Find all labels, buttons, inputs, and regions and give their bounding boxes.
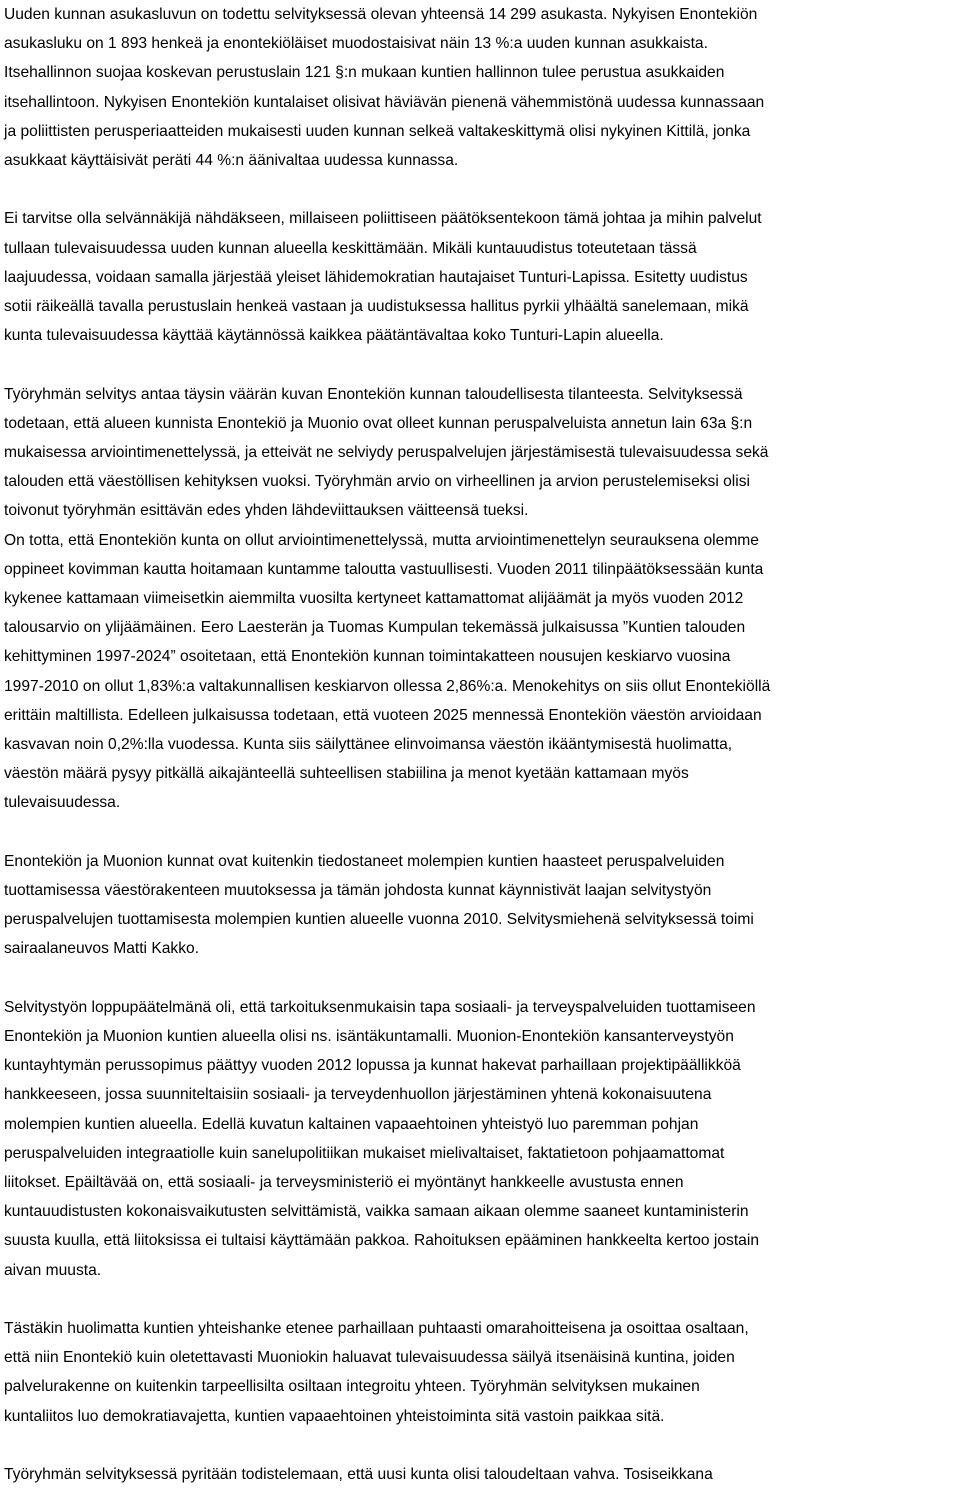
text-line: tulevaisuudessa. (4, 794, 121, 812)
text-line: oppineet kovimman kautta hoitamaan kuntamme taloutta vastuullisesti. Vuoden 2011 tilinpäätöksessään kunta (4, 560, 764, 578)
text-line: toivonut työryhmän esittävän edes yhden lähdeviittauksen väitteensä tueksi. (4, 502, 529, 520)
text-line: talousarvio on ylijäämäinen. Eero Laesterän ja Tuomas Kumpulan tekemässä julkaisussa ”Kuntien talouden (4, 619, 746, 637)
text-line: kasvavan noin 0,2%:lla vuodessa. Kunta siis säilyttänee elinvoimansa väestön ikääntymisestä huolimatta, (4, 736, 733, 754)
text-line: molempien kuntien alueella. Edellä kuvatun kaltainen vapaaehtoinen yhteistyö luo paremman pohjan (4, 1115, 699, 1133)
text-line: sairaalaneuvos Matti Kakko. (4, 940, 200, 958)
text-line: tuottamisessa väestörakenteen muutoksessa ja tämän johdosta kunnat käynnistivät laajan selvitystyön (4, 882, 712, 900)
text-line: Uuden kunnan asukasluvun on todettu selvityksessä olevan yhteensä 14 299 asukasta. Nykyisen Enontekiön (4, 6, 758, 23)
text-line: 1997-2010 on ollut 1,83%:a valtakunnallisen keskiarvon ollessa 2,86%:a. Menokehitys on siis ollut Enontekiöllä (4, 677, 771, 695)
text-line: itsehallintoon. Nykyisen Enontekiön kuntalaiset olisivat häviävän pienenä vähemmistönä uudessa kunnassaan (4, 93, 765, 111)
text-line: että niin Enontekiö kuin oletettavasti Muoniokin haluavat tulevaisuudessa säilyä itsenäisinä kuntina, joiden (4, 1349, 735, 1367)
paragraph (4, 380, 960, 526)
text-line: On totta, että Enontekiön kunta on ollut arviointimenettelyssä, mutta arviointimenettelyn seurauksena olemme (4, 531, 759, 549)
text-line: peruspalvelujen tuottamisesta molempien kuntien alueelle vuonna 2010. Selvitysmiehenä selvityksessä toimi (4, 911, 754, 929)
text-line: asukkaat käyttäisivät peräti 44 %:n äänivaltaa uudessa kunnassa. (4, 152, 459, 170)
paragraph-spacer (4, 964, 960, 993)
paragraph (4, 526, 960, 818)
text-line: Työryhmän selvityksessä pyritään todistelemaan, että uusi kunta olisi taloudeltaan vahva. Tosiseikkana (4, 1466, 713, 1484)
text-line: kuntayhtymän perussopimus päättyy vuoden 2012 lopussa ja kunnat hakevat parhaillaan projektipäällikköä (4, 1057, 741, 1075)
paragraph-spacer (4, 350, 960, 379)
text-line: liitokset. Epäiltävää on, että sosiaali- ja terveysministeriö ei myöntänyt hankkeelle avustusta ennen (4, 1174, 684, 1192)
text-line: kehittyminen 1997-2024” osoitetaan, että Enontekiön kunnan toimintakatteen nousujen keskiarvo vuosina (4, 648, 731, 666)
text-line: kuntauudistusten kokonaisvaikutusten selvittämistä, vaikka samaan aikaan olemme saaneet kuntaministerin (4, 1203, 749, 1221)
text-line: suusta kuulla, että liitoksissa ei tultaisi käyttämään pakkoa. Rahoituksen epääminen hankkeelta kertoo jostain (4, 1232, 759, 1250)
paragraph (4, 993, 960, 1285)
text-line: Ei tarvitse olla selvännäkijä nähdäkseen, millaiseen poliittiseen päätöksentekoon tämä johtaa ja mihin palvelut (4, 210, 762, 228)
text-line: Työryhmän selvitys antaa täysin väärän kuvan Enontekiön kunnan taloudellisesta tilanteesta. Selvityksessä (4, 385, 743, 403)
text-line: palvelurakenne on kuitenkin tarpeellisilta osiltaan integroitu yhteen. Työryhmän selvityksen mukainen (4, 1378, 700, 1396)
text-line: laajuudessa, voidaan samalla järjestää yleiset lähidemokratian hautajaiset Tunturi-Lapissa. Esitetty uudistus (4, 268, 748, 286)
document-body (4, 0, 960, 1489)
document-page (4, 0, 960, 1489)
text-line: kuntaliitos luo demokratiavajetta, kuntien vapaaehtoinen yhteistoiminta sitä vastoin paikkaa sitä. (4, 1407, 665, 1425)
text-line: kykenee kattamaan viimeisetkin aiemmilta vuosilta kertyneet kattamattomat alijäämät ja myös vuoden 2012 (4, 590, 744, 608)
text-line: asukasluku on 1 893 henkeä ja enontekiöläiset muodostaisivat näin 13 %:a uuden kunnan asukkaista. (4, 35, 708, 53)
paragraph (4, 1314, 960, 1431)
text-line: kunta tulevaisuudessa käyttää käytännössä kaikkea päätäntävaltaa koko Tunturi-Lapin alueella. (4, 327, 664, 345)
paragraph-spacer (4, 1431, 960, 1460)
text-line: Enontekiön ja Muonion kunnat ovat kuitenkin tiedostaneet molempien kuntien haasteet peruspalveluiden (4, 852, 725, 870)
text-line: Enontekiön ja Muonion kuntien alueella olisi ns. isäntäkuntamalli. Muonion-Enontekiön kansanterveystyön (4, 1028, 734, 1046)
text-line: erittäin maltillista. Edelleen julkaisussa todetaan, että vuoteen 2025 mennessä Enontekiön väestön arvioidaan (4, 706, 762, 724)
text-line: Tästäkin huolimatta kuntien yhteishanke etenee parhaillaan puhtaasti omarahoitteisena ja osoittaa osaltaan, (4, 1320, 749, 1338)
paragraph-spacer (4, 175, 960, 204)
text-line: väestön määrä pysyy pitkällä aikajänteellä suhteellisen stabiilina ja menot kyetään kattamaan myös (4, 765, 689, 783)
text-line: hankkeeseen, jossa suunniteltaisiin sosiaali- ja terveydenhuollon järjestäminen yhtenä kokonaisuutena (4, 1086, 712, 1104)
text-line: aivan muusta. (4, 1261, 102, 1279)
text-line: todetaan, että alueen kunnista Enontekiö ja Muonio ovat olleet kunnan peruspalveluista annetun lain 63a §:n (4, 414, 753, 432)
paragraph-spacer (4, 818, 960, 847)
text-line: talouden että väestöllisen kehityksen vuoksi. Työryhmän arvio on virheellinen ja arvion perustelemiseksi olisi (4, 473, 750, 491)
paragraph (4, 847, 960, 964)
text-line: mukaisessa arviointimenettelyssä, ja etteivät ne selviydy peruspalvelujen järjestämisestä tulevaisuudessa sekä (4, 444, 769, 462)
text-line: sotii räikeällä tavalla perustuslain henkeä vastaan ja uudistuksessa hallitus pyrkii ylhäältä sanelemaan, mikä (4, 298, 749, 316)
text-line: tullaan tulevaisuudessa uuden kunnan alueella keskittämään. Mikäli kuntauudistus toteutetaan tässä (4, 239, 697, 257)
text-line: peruspalveluiden integraatiolle kuin sanelupolitiikan mukaiset mielivaltaiset, faktatietoon pohjaamattomat (4, 1144, 725, 1162)
paragraph-spacer (4, 1285, 960, 1314)
text-line: ja poliittisten perusperiaatteiden mukaisesti uuden kunnan selkeä valtakeskittymä olisi nykyinen Kittilä, jonka (4, 122, 751, 140)
text-line: Selvitystyön loppupäätelmänä oli, että tarkoituksenmukaisin tapa sosiaali- ja terveyspalveluiden tuottamiseen (4, 998, 756, 1016)
paragraph (4, 204, 960, 350)
text-line: Itsehallinnon suojaa koskevan perustuslain 121 §:n mukaan kuntien hallinnon tulee perustua asukkaiden (4, 64, 725, 82)
paragraph (4, 1460, 960, 1489)
paragraph (4, 0, 960, 175)
